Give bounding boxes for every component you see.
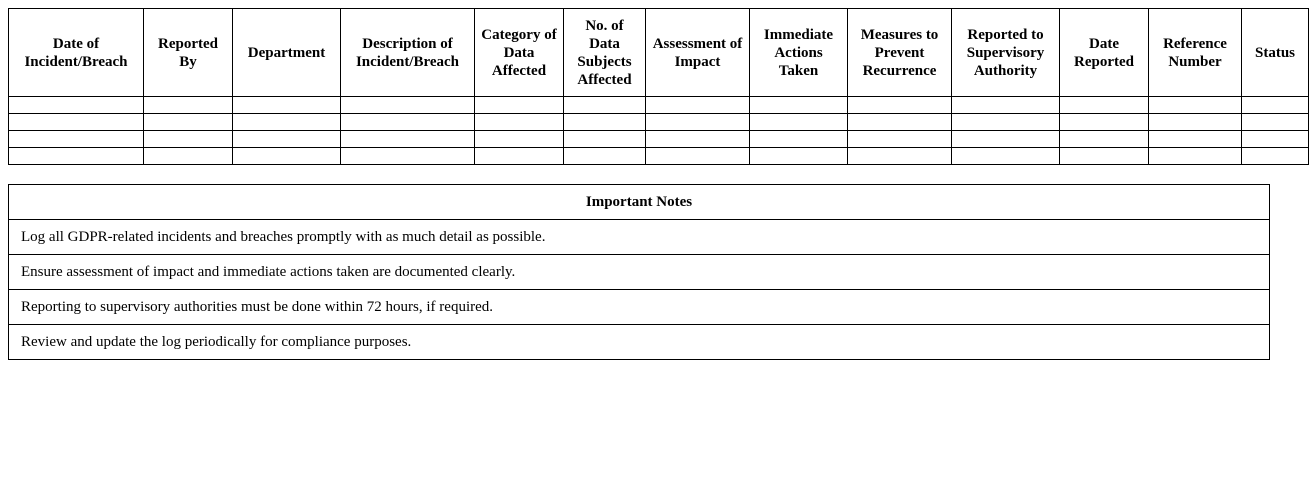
incident-log-wrapper: [8, 8, 1295, 168]
table-cell: [341, 97, 475, 114]
table-cell: [1242, 131, 1309, 148]
important-notes-table: [8, 184, 1270, 360]
table-cell: [952, 97, 1060, 114]
table-cell: [646, 114, 750, 131]
incident-log-table: [8, 8, 1309, 165]
table-cell: [475, 114, 564, 131]
note-item: Log all GDPR-related incidents and breaches promptly with as much detail as possible.: [9, 220, 1270, 255]
table-cell: [341, 114, 475, 131]
table-cell: [848, 148, 952, 165]
table-cell: [233, 148, 341, 165]
table-cell: [1242, 97, 1309, 114]
table-cell: [1060, 148, 1149, 165]
table-cell: [750, 131, 848, 148]
table-cell: [144, 114, 233, 131]
table-cell: [952, 131, 1060, 148]
note-item: Reporting to supervisory authorities must be done within 72 hours, if required.: [9, 290, 1270, 325]
table-cell: [952, 114, 1060, 131]
table-cell: [475, 131, 564, 148]
table-cell: [564, 148, 646, 165]
table-cell: [848, 131, 952, 148]
table-cell: [564, 114, 646, 131]
table-cell: [233, 131, 341, 148]
table-cell: [9, 114, 144, 131]
table-cell: [475, 148, 564, 165]
table-cell: [9, 97, 144, 114]
header-reported-to-authority: Reported to Supervisory Authority: [952, 9, 1060, 97]
table-cell: [564, 131, 646, 148]
table-cell: [1149, 131, 1242, 148]
table-cell: [1242, 114, 1309, 131]
header-department: Department: [233, 9, 341, 97]
table-row: [9, 97, 1309, 114]
table-cell: [848, 114, 952, 131]
note-item: Review and update the log periodically for compliance purposes.: [9, 325, 1270, 360]
header-reference-number: Reference Number: [1149, 9, 1242, 97]
table-cell: [750, 97, 848, 114]
table-cell: [1242, 148, 1309, 165]
header-date-of-incident: Date of Incident/Breach: [9, 9, 144, 97]
header-category-of-data: Category of Data Affected: [475, 9, 564, 97]
table-cell: [233, 114, 341, 131]
table-cell: [1060, 131, 1149, 148]
table-row: [9, 131, 1309, 148]
table-cell: [341, 131, 475, 148]
header-immediate-actions: Immediate Actions Taken: [750, 9, 848, 97]
header-reported-by: Reported By: [144, 9, 233, 97]
table-cell: [1149, 97, 1242, 114]
note-item: Ensure assessment of impact and immediate actions taken are documented clearly.: [9, 255, 1270, 290]
table-cell: [848, 97, 952, 114]
table-row: [9, 114, 1309, 131]
table-row: [9, 148, 1309, 165]
table-cell: [646, 131, 750, 148]
table-cell: [144, 131, 233, 148]
table-cell: [750, 148, 848, 165]
table-cell: [144, 148, 233, 165]
table-cell: [1149, 114, 1242, 131]
header-data-subjects-affected: No. of Data Subjects Affected: [564, 9, 646, 97]
table-cell: [750, 114, 848, 131]
table-cell: [475, 97, 564, 114]
notes-title: Important Notes: [9, 185, 1270, 220]
table-cell: [1060, 97, 1149, 114]
table-cell: [1060, 114, 1149, 131]
table-cell: [564, 97, 646, 114]
table-cell: [233, 97, 341, 114]
table-cell: [341, 148, 475, 165]
table-cell: [9, 148, 144, 165]
table-cell: [646, 97, 750, 114]
header-row: [9, 9, 1309, 97]
table-cell: [1149, 148, 1242, 165]
table-cell: [646, 148, 750, 165]
header-measures-to-prevent: Measures to Prevent Recurrence: [848, 9, 952, 97]
table-cell: [9, 131, 144, 148]
header-description: Description of Incident/Breach: [341, 9, 475, 97]
header-assessment-of-impact: Assessment of Impact: [646, 9, 750, 97]
table-cell: [144, 97, 233, 114]
header-status: Status: [1242, 9, 1309, 97]
table-cell: [952, 148, 1060, 165]
header-date-reported: Date Reported: [1060, 9, 1149, 97]
